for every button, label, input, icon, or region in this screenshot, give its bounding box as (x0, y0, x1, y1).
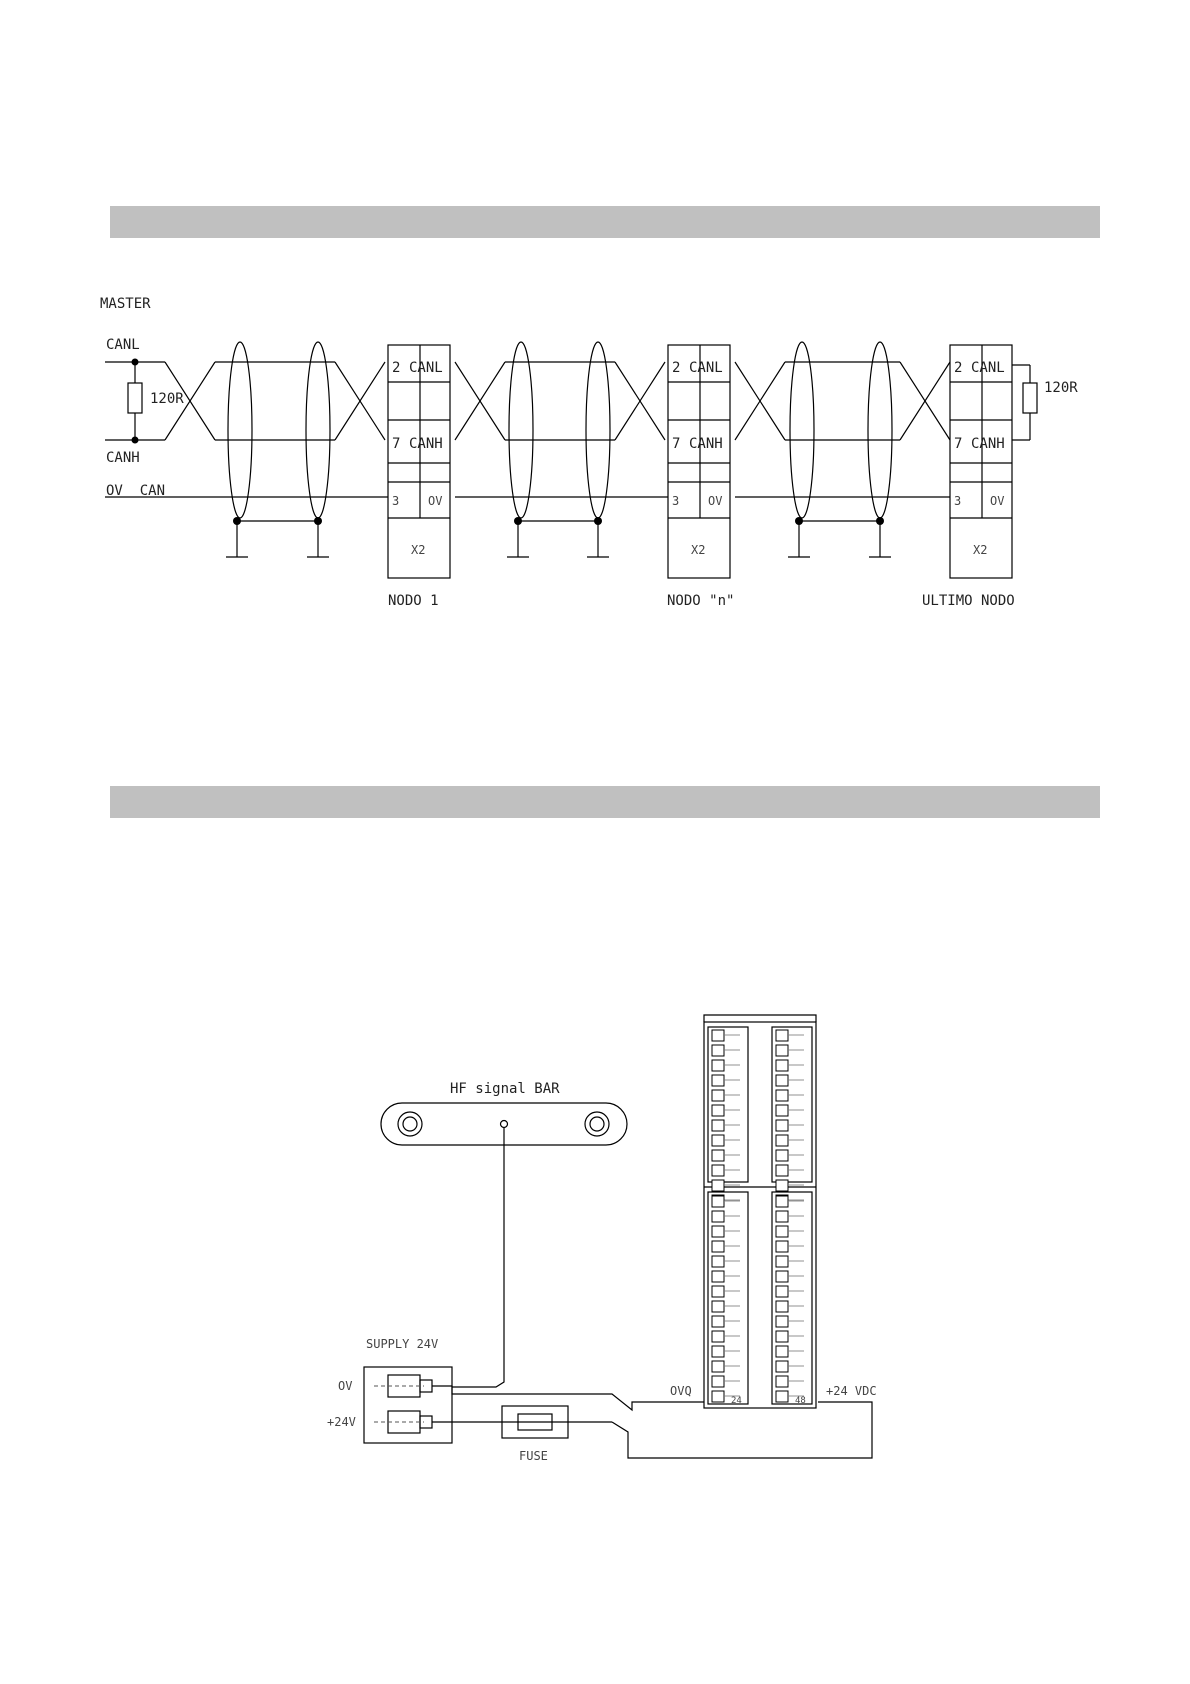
terminal-cell (712, 1211, 724, 1222)
node-caption: NODO "n" (667, 593, 735, 609)
terminal-cell (776, 1256, 788, 1267)
node-pin-ov-label: OV (708, 494, 723, 508)
master-label: MASTER (100, 296, 151, 312)
terminal-cell (776, 1241, 788, 1252)
fuse (502, 1406, 568, 1463)
terminal-cell (776, 1196, 788, 1207)
cable-shield-ellipse (228, 342, 252, 518)
terminal-pin-24: 24 (731, 1396, 742, 1406)
terminal-cell (776, 1391, 788, 1402)
terminal-cell (776, 1105, 788, 1116)
terminal-cell (712, 1180, 724, 1191)
cable-shield-ellipse (306, 342, 330, 518)
node-pin-ov-label: OV (990, 494, 1005, 508)
node-pin-canh-num: 7 (392, 436, 401, 452)
node-pin-canl-num: 2 (672, 360, 681, 376)
terminal-cell (776, 1075, 788, 1086)
fuse-label: FUSE (519, 1449, 548, 1463)
node-connector-label: X2 (973, 543, 988, 557)
cable-shield-ellipse (586, 342, 610, 518)
node-pin-ov-num: 3 (672, 494, 680, 508)
terminal-cell (776, 1211, 788, 1222)
terminal-cell (776, 1045, 788, 1056)
terminal-cell (776, 1180, 788, 1191)
master-ov-can-label: OV CAN (106, 483, 166, 499)
master-canh-label: CANH (106, 450, 140, 466)
terminator-resistor (1012, 365, 1078, 440)
terminal-cell (776, 1301, 788, 1312)
terminal-cell (776, 1060, 788, 1071)
node-pin-canh-label: CANH (689, 436, 723, 452)
node-block-2 (667, 345, 734, 609)
terminal-cell (712, 1105, 724, 1116)
master-resistor-symbol (128, 383, 142, 413)
terminal-cell (776, 1090, 788, 1101)
terminal-cell (712, 1241, 724, 1252)
node-pin-canh-num: 7 (672, 436, 681, 452)
terminal-cell (712, 1376, 724, 1387)
cable-segment-3 (735, 342, 950, 557)
terminal-cell (776, 1316, 788, 1327)
cable-shield-ellipse (790, 342, 814, 518)
node-pin-ov-num: 3 (954, 494, 962, 508)
cable-shield-ellipse (509, 342, 533, 518)
terminal-cell (776, 1376, 788, 1387)
terminal-cell (712, 1030, 724, 1041)
hf-signal-bar-label: HF signal BAR (450, 1081, 560, 1097)
node-connector-label: X2 (411, 543, 426, 557)
terminal-cell (712, 1196, 724, 1207)
master-canl-label: CANL (106, 337, 140, 353)
terminal-cell (712, 1391, 724, 1402)
terminal-cell (712, 1256, 724, 1267)
terminal-cell (712, 1286, 724, 1297)
terminal-cell (712, 1090, 724, 1101)
terminal-cell (712, 1075, 724, 1086)
node-pin-ov-num: 3 (392, 494, 400, 508)
terminal-cell (712, 1150, 724, 1161)
terminal-cell (712, 1135, 724, 1146)
terminal-cell (776, 1331, 788, 1342)
supply-ov-label: OV (338, 1379, 353, 1393)
node-caption: NODO 1 (388, 593, 439, 609)
supply-24v-block (327, 1337, 452, 1443)
terminal-cell (712, 1316, 724, 1327)
node-caption: ULTIMO NODO (922, 593, 1015, 609)
terminal-cell (712, 1271, 724, 1282)
terminal-cell (712, 1060, 724, 1071)
node-pin-canl-label: CANL (409, 360, 443, 376)
node-pin-canh-label: CANH (971, 436, 1005, 452)
terminal-cell (712, 1331, 724, 1342)
cable-shield-ellipse (868, 342, 892, 518)
node-pin-canh-label: CANH (409, 436, 443, 452)
node-pin-canh-num: 7 (954, 436, 963, 452)
terminal-cell (776, 1271, 788, 1282)
can-bus-diagram (100, 296, 1078, 609)
cable-segment-2 (455, 342, 670, 557)
terminal-cell (712, 1226, 724, 1237)
node-pin-canl-label: CANL (971, 360, 1005, 376)
terminal-cell (776, 1135, 788, 1146)
cable-segment-1 (165, 342, 385, 557)
supply-24v-label: +24V (327, 1415, 356, 1429)
node-block-1 (388, 345, 450, 609)
node-pin-canl-label: CANL (689, 360, 723, 376)
power-supply-diagram (327, 1015, 877, 1463)
terminal-cell (712, 1165, 724, 1176)
terminal-cell (776, 1361, 788, 1372)
terminal-cell (776, 1150, 788, 1161)
vdc-label: +24 VDC (826, 1384, 877, 1398)
terminal-cell (712, 1045, 724, 1056)
terminal-strip (704, 1015, 816, 1408)
terminal-cell (776, 1030, 788, 1041)
terminal-cell (712, 1120, 724, 1131)
terminal-cell (776, 1120, 788, 1131)
node-connector-label: X2 (691, 543, 706, 557)
node-pin-ov-label: OV (428, 494, 443, 508)
terminal-cell (776, 1165, 788, 1176)
supply-label: SUPPLY 24V (366, 1337, 439, 1351)
ovq-label: OVQ (670, 1384, 692, 1398)
terminal-cell (776, 1346, 788, 1357)
node-pin-canl-num: 2 (954, 360, 963, 376)
terminal-cell (712, 1361, 724, 1372)
terminal-cell (712, 1301, 724, 1312)
terminal-cell (712, 1346, 724, 1357)
terminator-resistor-label: 120R (1044, 380, 1078, 396)
master-resistor-label: 120R (150, 391, 184, 407)
terminal-pin-48: 48 (795, 1396, 806, 1406)
terminal-cell (776, 1286, 788, 1297)
node-pin-canl-num: 2 (392, 360, 401, 376)
terminal-cell (776, 1226, 788, 1237)
